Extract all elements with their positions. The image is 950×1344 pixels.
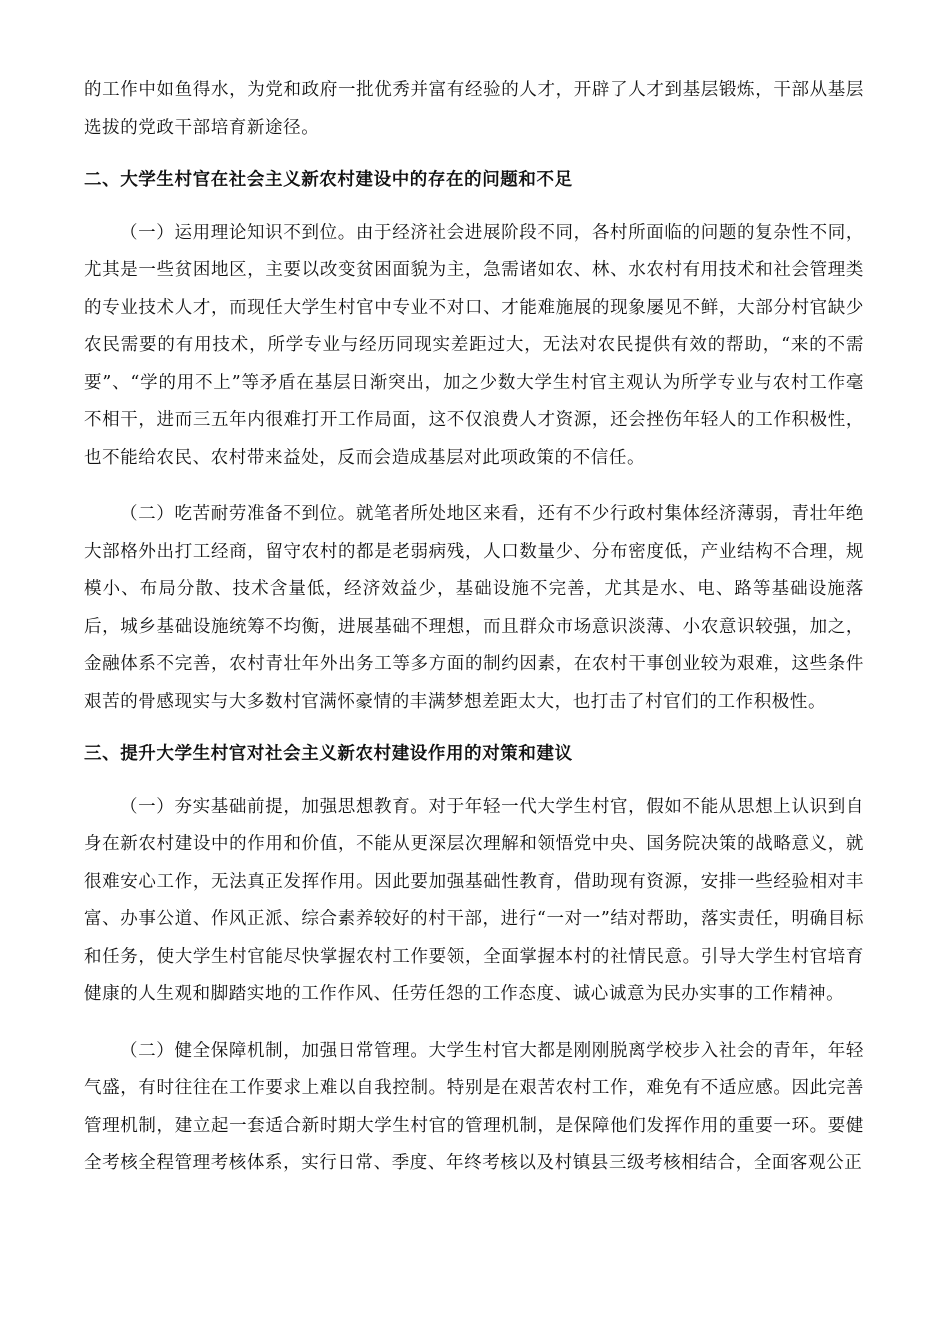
section-heading-2: 二、大学生村官在社会主义新农村建设中的存在的问题和不足: [84, 170, 573, 190]
spacer: [84, 774, 864, 789]
spacer: [84, 200, 864, 215]
paragraph-3-1: （一）夯实基础前提，加强思想教育。对于年轻一代大学生村官，假如不能从思想上认识到自身在新农村建设中的作用和价值，不能从更深层次理解和领悟党中央、国务院决策的战略意义，就很难安心工作，无法真正发挥作用。因此要加强基础性教育，借助现有资源，安排一些经验相对丰富、办事公道、作风正派、综合素养较好的村干部，进行“一对一”结对帮助，落实责任，明确目标和任务，使大学生村官能尽快掌握农村工作要领，全面掌握本村的社情民意。引导大学生村官培育健康的人生观和脚踏实地的工作作风、任劳任怨的工作态度、诚心诚意为民办实事的工作精神。: [84, 796, 864, 1004]
document-page: [84, 72, 864, 1183]
spacer: [84, 1014, 864, 1033]
paragraph-2-2: （二）吃苦耐劳准备不到位。就笔者所处地区来看，还有不少行政村集体经济薄弱，青壮年绝大部格外出打工经商，留守农村的都是老弱病残，人口数量少、分布密度低，产业结构不合理，规模小、布局分散、技术含量低，经济效益少，基础设施不完善，尤其是水、电、路等基础设施落后，城乡基础设施统筹不均衡，进展基础不理想，而且群众市场意识淡薄、小农意识较强，加之，金融体系不完善，农村青壮年外出务工等多方面的制约因素，在农村干事创业较为艰难，这些条件艰苦的骨感现实与大多数村官满怀豪情的丰满梦想差距太大，也打击了村官们的工作积极性。: [84, 504, 864, 712]
spacer: [84, 477, 864, 496]
spacer: [84, 147, 864, 162]
paragraph-continuation: 的工作中如鱼得水，为党和政府一批优秀并富有经验的人才，开辟了人才到基层锻炼，干部从基层选拔的党政干部培育新途径。: [84, 80, 864, 138]
section-heading-3: 三、提升大学生村官对社会主义新农村建设作用的对策和建议: [84, 744, 573, 764]
spacer: [84, 721, 864, 736]
paragraph-3-2: （二）健全保障机制，加强日常管理。大学生村官大都是刚刚脱离学校步入社会的青年，年轻气盛，有时往往在工作要求上难以自我控制。特别是在艰苦农村工作，难免有不适应感。因此完善管理机制，建立起一套适合新时期大学生村官的管理机制，是保障他们发挥作用的重要一环。要健全考核全程管理考核体系，实行日常、季度、年终考核以及村镇县三级考核相结合，全面客观公正: [84, 1040, 864, 1173]
paragraph-2-1: （一）运用理论知识不到位。由于经济社会进展阶段不同，各村所面临的问题的复杂性不同，尤其是一些贫困地区，主要以改变贫困面貌为主，急需诸如农、林、水农村有用技术和社会管理类的专业技术人才，而现任大学生村官中专业不对口、才能难施展的现象屡见不鲜，大部分村官缺少农民需要的有用技术，所学专业与经历同现实差距过大，无法对农民提供有效的帮助，“来的不需要”、“学的用不上”等矛盾在基层日渐突出，加之少数大学生村官主观认为所学专业与农村工作毫不相干，进而三五年内很难打开工作局面，这不仅浪费人才资源，还会挫伤年轻人的工作积极性，也不能给农民、农村带来益处，反而会造成基层对此项政策的不信任。: [84, 222, 864, 468]
